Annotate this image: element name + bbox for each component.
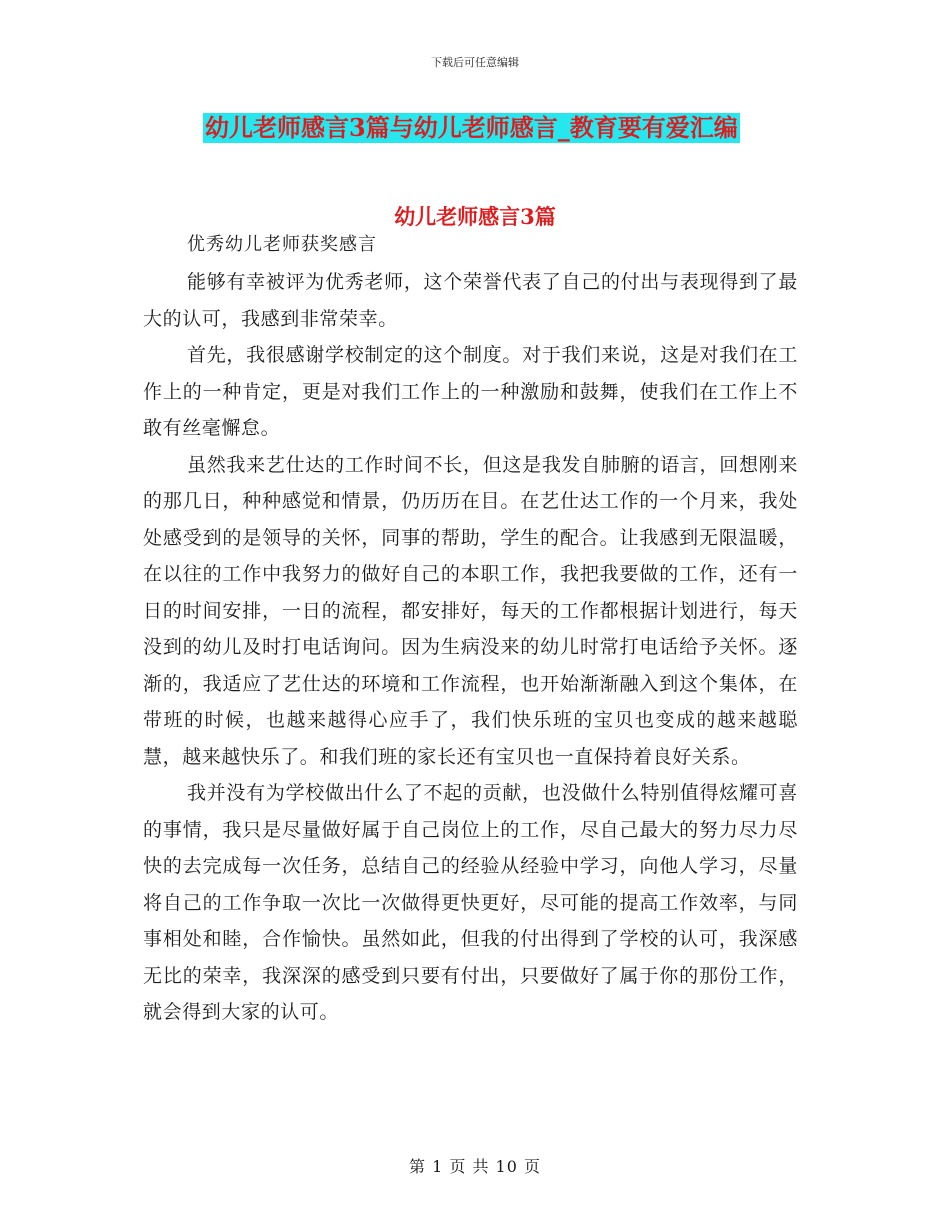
paragraph: 我并没有为学校做出什么了不起的贡献，也没做什么特别值得炫耀可喜的事情，我只是尽量做好属于自己岗位上的工作，尽自己最大的努力尽力尽快的去完成每一次任务，总结自己的经验从经验中学习，向他人学习，尽量将自己的工作争取一次比一次做得更快更好，尽可能的提高工作效率，与同事相处和睦，合作愉快。虽然如此，但我的付出得到了学校的认可，我深感无比的荣幸，我深深的感受到只要有付出，只要做好了属于你的那份工作，就会得到大家的认可。 (143, 782, 798, 1023)
paragraph: 首先，我很感谢学校制定的这个制度。对于我们来说，这是对我们在工作上的一种肯定，更是对我们工作上的一种激励和鼓舞，使我们在工作上不敢有丝毫懈怠。 (143, 344, 798, 439)
document-main-title: 幼儿老师感言3篇与幼儿老师感言_教育要有爱汇编 (205, 113, 738, 142)
page-number-footer: 第 1 页 共 10 页 (409, 1157, 541, 1176)
page-header-note: 下载后可任意编辑 (431, 56, 519, 69)
subheading: 优秀幼儿老师获奖感言 (187, 234, 377, 255)
section-title: 幼儿老师感言3篇 (394, 204, 556, 229)
paragraph: 虽然我来艺仕达的工作时间不长，但这是我发自肺腑的语言，回想刚来的那几日，种种感觉和情景，仍历历在目。在艺仕达工作的一个月来，我处处感受到的是领导的关怀，同事的帮助，学生的配合。让我感到无限温暖，在以往的工作中我努力的做好自己的本职工作，我把我要做的工作，还有一日的时间安排，一日的流程，都安排好，每天的工作都根据计划进行，每天没到的幼儿及时打电话询问。因为生病没来的幼儿时常打电话给予关怀。逐渐的，我适应了艺仕达的环境和工作流程，也开始渐渐融入到这个集体，在带班的时候，也越来越得心应手了，我们快乐班的宝贝也变成的越来越聪慧，越来越快乐了。和我们班的家长还有宝贝也一直保持着良好关系。 (143, 453, 798, 768)
paragraph: 能够有幸被评为优秀老师，这个荣誉代表了自己的付出与表现得到了最大的认可，我感到非常荣幸。 (143, 271, 798, 330)
document-body (143, 264, 798, 1031)
